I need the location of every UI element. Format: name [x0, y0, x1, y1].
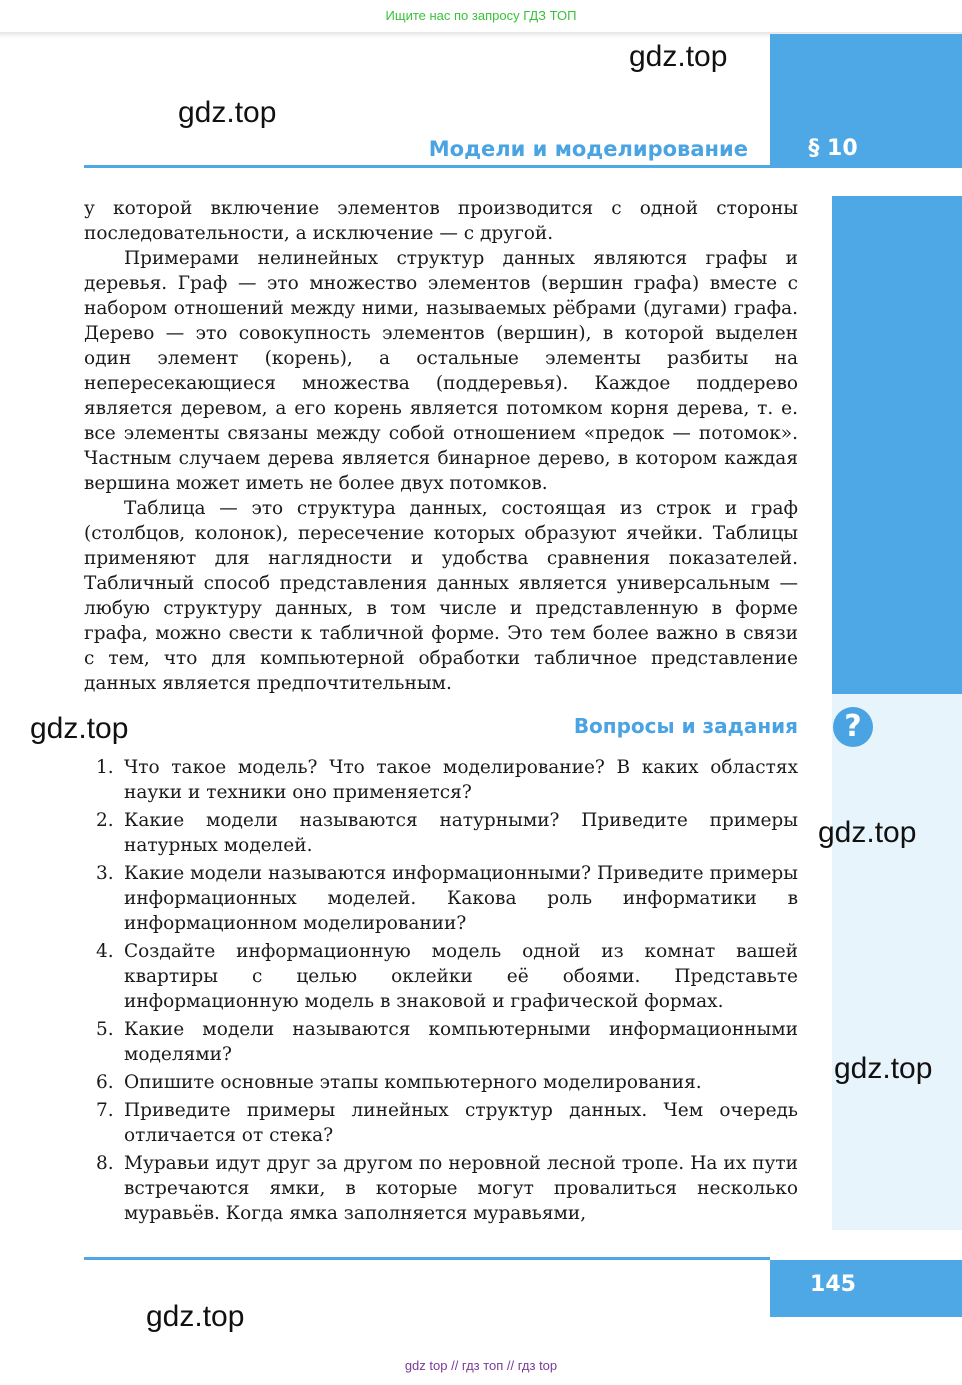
body-paragraph: Примерами нелинейных структур данных являются графы и деревья. Граф — это множество элементов (вершин графа) вместе с набором отношений между ними, называемых рёбрами (дугами) графа. Дерево — это совокупность элементов (вершин), в которой выделен один элемент (корень), а остальные элементы разбиты на непересекающиеся множества (поддеревья). Каждое поддерево является деревом, а его корень является потомком корня дерева, т. е. все элементы связаны между собой отношением «предок — потомок». Частным случаем дерева является бинарное дерево, в котором каждая вершина может иметь не более двух потомков.	[84, 248, 798, 494]
question-number: 5.	[96, 1019, 114, 1040]
watermark: gdz.top	[834, 1052, 933, 1085]
body-text	[84, 196, 798, 696]
top-banner	[0, 0, 962, 32]
question-number: 1.	[96, 757, 114, 778]
question-item	[84, 808, 798, 858]
question-item	[84, 1098, 798, 1148]
watermark: gdz.top	[178, 96, 277, 129]
question-item	[84, 861, 798, 936]
question-text: Опишите основные этапы компьютерного моделирования.	[124, 1072, 702, 1093]
question-text: Муравьи идут друг за другом по неровной лесной тропе. На их пути встречаются ямки, в которые могут провалиться несколько муравьёв. Когда ямка заполняется муравьями,	[124, 1153, 798, 1224]
question-icon: ?	[833, 707, 873, 747]
questions-list	[84, 755, 798, 1229]
question-item	[84, 1070, 798, 1095]
question-number: 2.	[96, 810, 114, 831]
top-banner-text[interactable]: Ищите нас по запросу ГДЗ ТОП	[385, 8, 577, 23]
footer-links[interactable]: gdz top // гдз топ // гдз top	[404, 1358, 558, 1373]
header-rule	[84, 165, 770, 168]
question-item	[84, 755, 798, 805]
question-item	[84, 939, 798, 1014]
page-number: 145	[810, 1272, 856, 1297]
side-blue-strip	[832, 196, 962, 694]
questions-title: Вопросы и задания	[573, 714, 798, 738]
body-paragraph: у которой включение элементов производится с одной стороны последовательности, а исключение — с другой.	[84, 198, 798, 244]
question-text: Какие модели называются компьютерными информационными моделями?	[124, 1019, 798, 1065]
watermark: gdz.top	[629, 40, 728, 73]
question-text: Создайте информационную модель одной из комнат вашей квартиры с целью оклейки её обоями. Представьте информационную модель в знаковой и графической формах.	[124, 941, 798, 1012]
watermark: gdz.top	[818, 816, 917, 849]
paragraph-number: § 10	[808, 136, 858, 161]
question-number: 7.	[96, 1100, 114, 1121]
question-item	[84, 1151, 798, 1226]
watermark: gdz.top	[146, 1300, 245, 1333]
watermark: gdz.top	[30, 712, 129, 745]
question-number: 6.	[96, 1072, 114, 1093]
question-number: 3.	[96, 863, 114, 884]
question-text: Какие модели называются натурными? Приведите примеры натурных моделей.	[124, 810, 798, 856]
question-number: 4.	[96, 941, 114, 962]
question-text: Какие модели называются информационными? Приведите примеры информационных моделей. Какова роль информатики в информационном моделировании?	[124, 863, 798, 934]
footer-rule	[84, 1257, 770, 1260]
question-text: Приведите примеры линейных структур данных. Чем очередь отличается от стека?	[124, 1100, 798, 1146]
question-number: 8.	[96, 1153, 114, 1174]
chapter-title: Модели и моделирование	[428, 137, 748, 161]
question-item	[84, 1017, 798, 1067]
side-light-strip	[832, 694, 962, 1230]
body-paragraph: Таблица — это структура данных, состоящая из строк и граф (столбцов, колонок), пересечение которых образуют ячейки. Таблицы применяют для наглядности и удобства сравнения показателей. Табличный способ представления данных является универсальным — любую структуру данных, в том числе и представленную в форме графа, можно свести к табличной форме. Это тем более важно в связи с тем, что для компьютерной обработки табличное представление данных является предпочтительным.	[84, 498, 798, 694]
question-text: Что такое модель? Что такое моделирование? В каких областях науки и техники оно применяется?	[124, 757, 798, 803]
